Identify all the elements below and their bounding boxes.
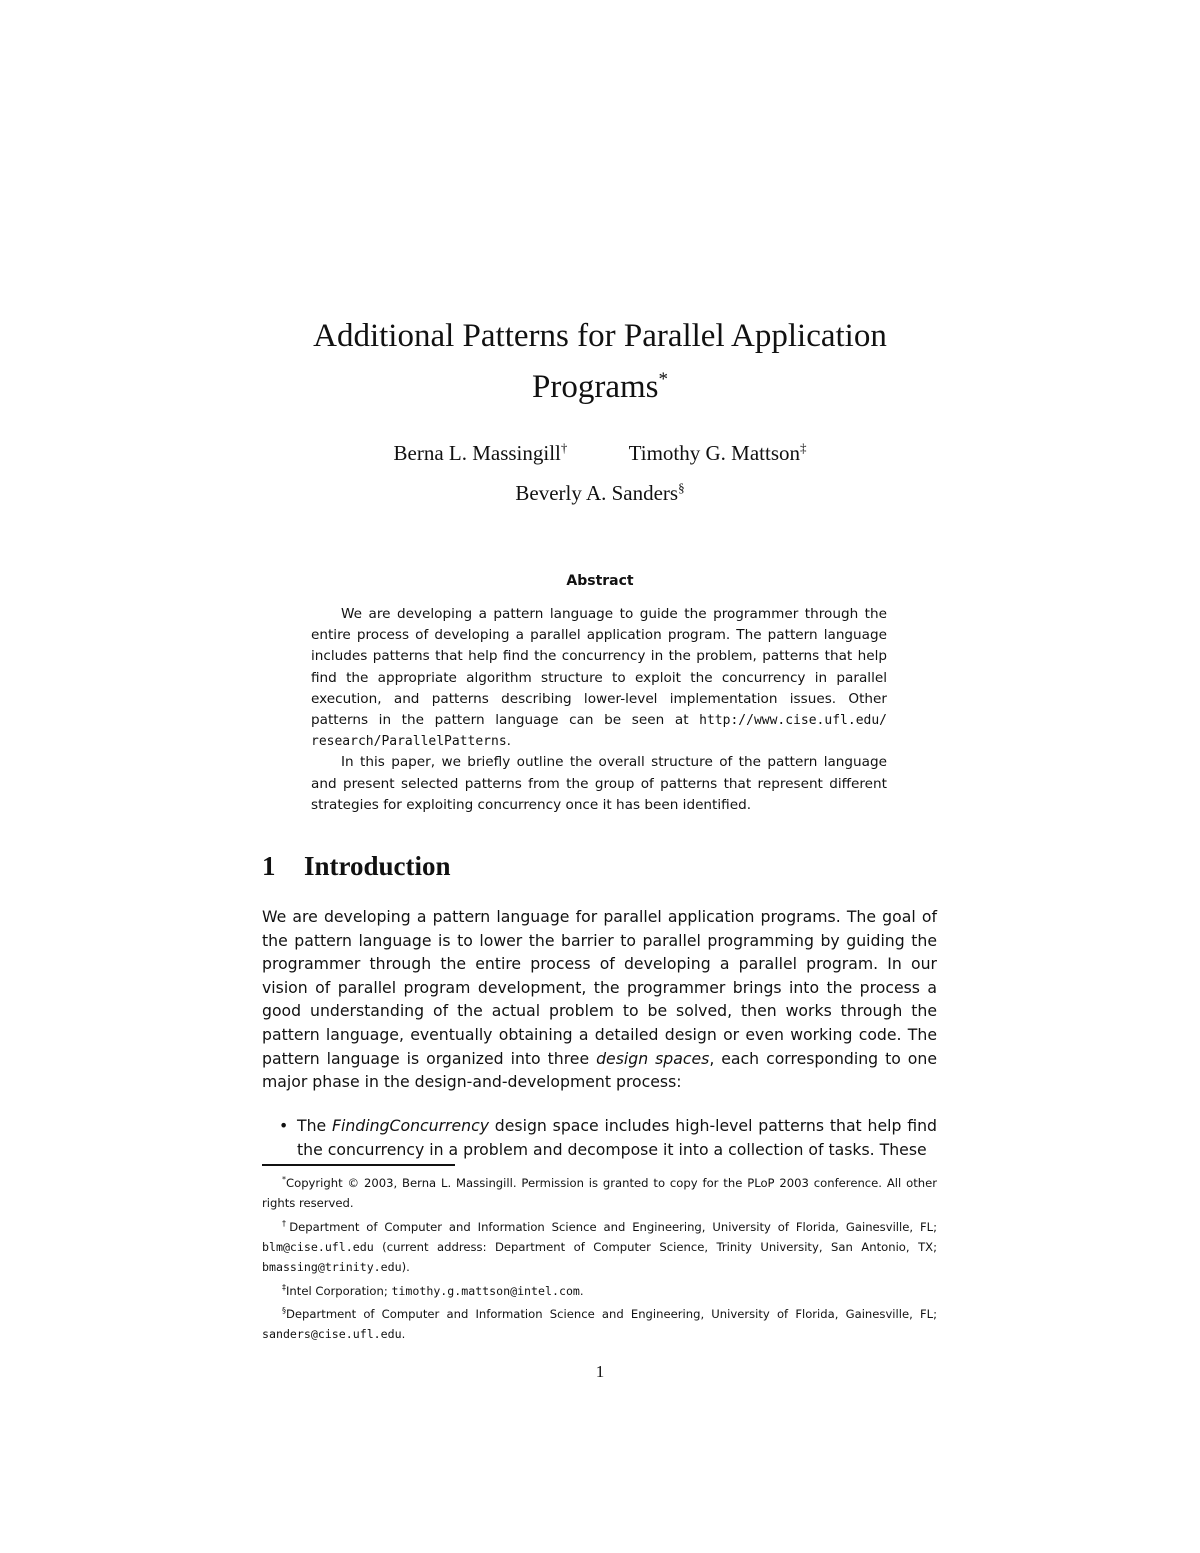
abstract-text: We are developing a pattern language to guide the programmer through the entire process of developing a parallel application program. The pattern language includes patterns that help find the concurrency in the problem, patterns that help find the appropriate algorithm structure to exploit the concurrency in parallel execution, and patterns describing lower-level implementation issues. Other patterns in the pattern language can be seen at: [311, 606, 887, 729]
intro-text-a: We are developing a pattern language for parallel application programs. The goal of the pattern language is to lower the barrier to parallel programming by guiding the programmer through the entire process of developing a parallel program. In our vision of parallel program development, the programmer brings into the process a good understanding of the actual problem to be solved, then works through the pattern language, eventually obtaining a detailed design or even working code. The pattern language is organized into three: [262, 907, 937, 1068]
footnote-1: [262, 1170, 937, 1214]
author-footnote-mark: §: [678, 480, 685, 495]
bullet-post: design space includes high-level patterns that help find the concurrency in a problem and decompose it into a collection of tasks. These: [297, 1116, 937, 1159]
footnote-text: ).: [401, 1260, 410, 1275]
footnote-3: [262, 1278, 937, 1301]
bullet-emphasis: FindingConcurrency: [331, 1116, 489, 1135]
author-name: Berna L. Massingill: [393, 441, 561, 465]
footnote-2: [262, 1214, 937, 1278]
section-title: Introduction: [304, 851, 451, 881]
title-line-2: [200, 358, 1000, 409]
section-heading: [262, 851, 962, 882]
email-link[interactable]: sanders@cise.ufl.edu: [262, 1327, 402, 1342]
footnote-mark: †: [282, 1218, 290, 1228]
bullet-icon: •: [279, 1116, 289, 1135]
footnote-text: Intel Corporation;: [286, 1283, 392, 1298]
author-massingill: [394, 440, 568, 466]
footnote-text: .: [579, 1283, 584, 1298]
email-link[interactable]: blm@cise.ufl.edu: [262, 1239, 374, 1254]
abstract-url-link[interactable]: http://www.cise.ufl.edu/ research/ParallelPatterns: [311, 713, 887, 750]
title-line-1: Additional Patterns for Parallel Application: [313, 318, 887, 354]
footnote-text: Copyright © 2003, Berna L. Massingill. Permission is granted to copy for the PLoP 2003 conference. All other rights reserved.: [262, 1175, 937, 1211]
bullet-pre: The: [297, 1116, 332, 1135]
abstract-period: .: [506, 733, 511, 750]
section-number: 1: [262, 851, 276, 881]
email-link[interactable]: timothy.g.mattson@intel.com: [391, 1283, 580, 1298]
authors-row-2: [200, 480, 1000, 506]
abstract-body: [311, 604, 887, 816]
footnotes: [262, 1170, 937, 1345]
footnote-4: [262, 1301, 937, 1345]
footnote-mark: *: [282, 1175, 286, 1184]
list-item: [279, 1114, 937, 1161]
footnote-mark: ‡: [282, 1282, 286, 1292]
page-number: 1: [595, 1362, 605, 1381]
abstract-paragraph-2: In this paper, we briefly outline the overall structure of the pattern language and present selected patterns from the group of patterns that represent different strategies for exploiting concurrency once it has been identified.: [311, 754, 887, 813]
author-mattson: [629, 440, 807, 466]
footnote-text: Department of Computer and Information Science and Engineering, University of Florida, Gainesville, FL;: [286, 1306, 937, 1321]
footnote-mark: §: [282, 1306, 286, 1316]
author-name: Timothy G. Mattson: [628, 441, 800, 465]
footnote-text: .: [401, 1327, 406, 1342]
footnote-text: (current address: Department of Computer Science, Trinity University, San Antonio, TX;: [373, 1239, 937, 1254]
footnote-text: Department of Computer and Information Science and Engineering, University of Florida, Gainesville, FL;: [289, 1219, 938, 1234]
author-footnote-mark: ‡: [800, 440, 807, 455]
title-footnote-mark: *: [658, 369, 668, 390]
author-footnote-mark: †: [560, 440, 568, 455]
email-link[interactable]: bmassing@trinity.edu: [262, 1260, 402, 1275]
footnote-divider: [262, 1164, 455, 1166]
authors-row-1: [200, 440, 1000, 466]
intro-emphasis: design spaces: [596, 1048, 710, 1068]
title-line-2-text: Programs: [532, 369, 659, 405]
abstract-heading: Abstract: [566, 573, 634, 589]
author-sanders: [515, 480, 684, 506]
author-name: Beverly A. Sanders: [515, 481, 679, 505]
paper-title: [200, 314, 1000, 409]
abstract-paragraph-1: [311, 604, 887, 752]
intro-text-b: , each corresponding to one major phase in the design-and-development process:: [262, 1048, 938, 1092]
intro-paragraph: [262, 905, 937, 1094]
